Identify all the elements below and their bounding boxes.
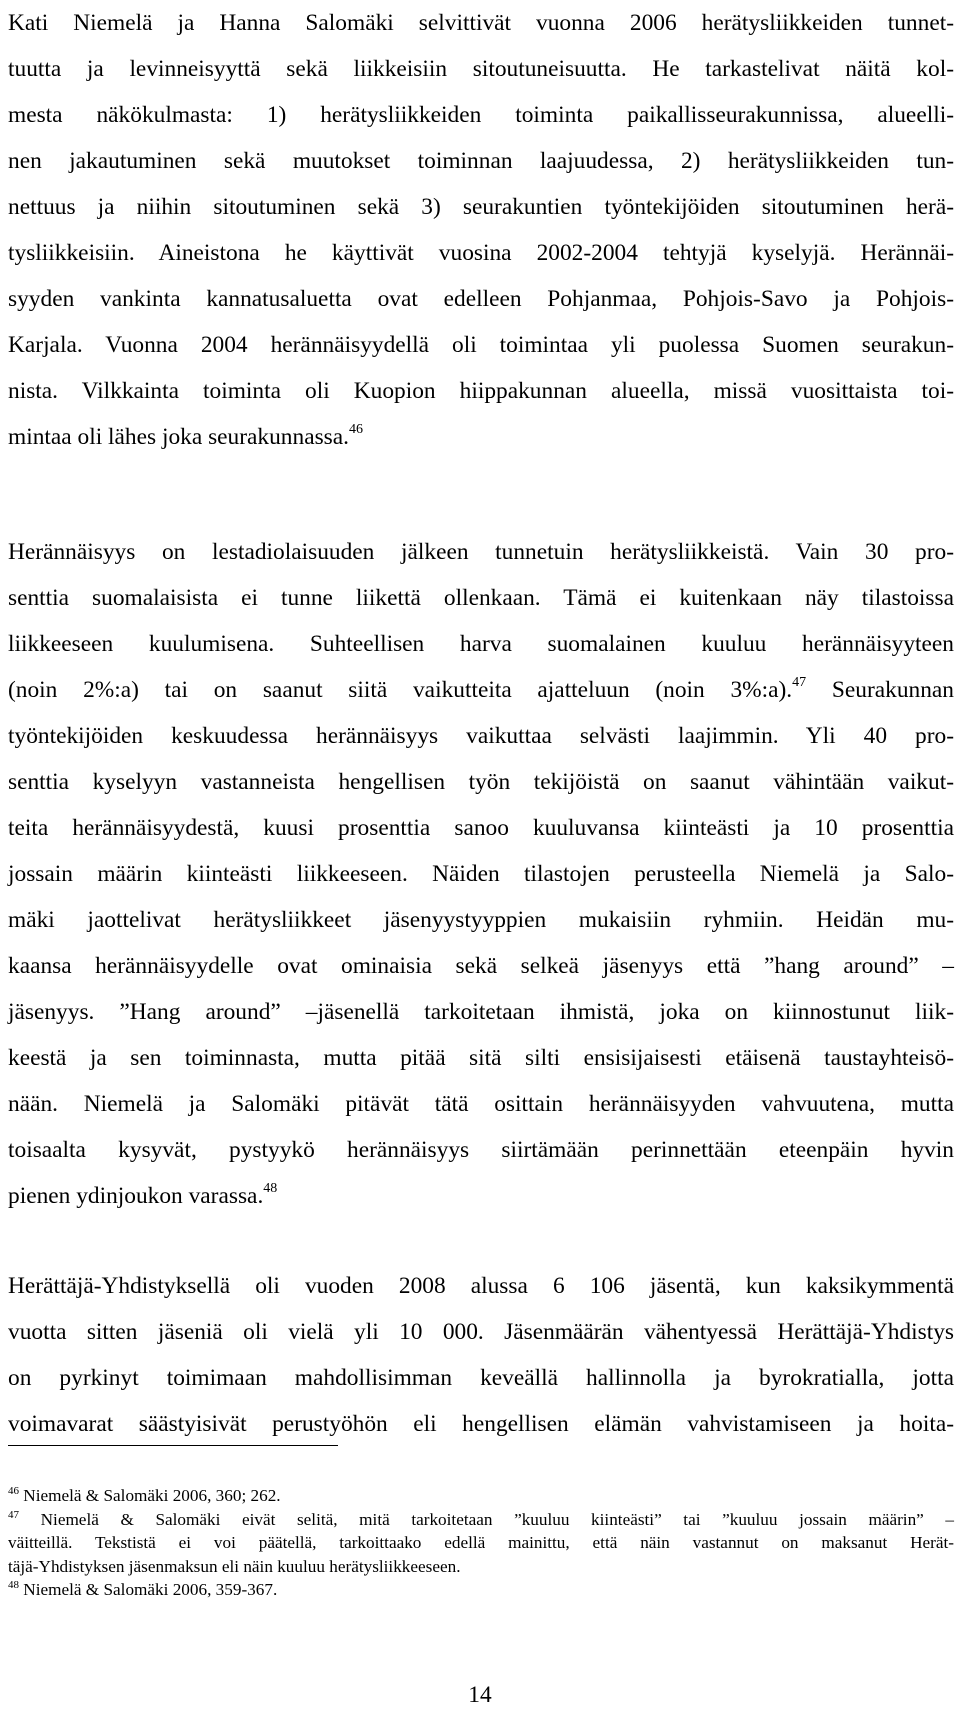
footnote-number: 47: [8, 1508, 19, 1521]
text-line: Herännäisyys on lestadiolaisuuden jälkeen tunnetuin herätysliikkeistä. Vain 30 pro-: [8, 539, 954, 565]
text-line: toisaalta kysyvät, pystyykö herännäisyys siirtämään perinnettään eteenpäin hyvin: [8, 1137, 954, 1163]
text-fragment: Seurakunnan: [831, 677, 954, 703]
text-line: on pyrkinyt toimimaan mahdollisimman keveällä hallinnolla ja byrokratialla, jotta: [8, 1365, 954, 1391]
text-line: keestä ja sen toiminnasta, mutta pitää sitä silti ensisijaisesti etäisenä taustayhteisö-: [8, 1045, 954, 1071]
footnote-ref-48[interactable]: 48: [263, 1181, 278, 1196]
footnote-number: 48: [8, 1579, 19, 1591]
footnote-text: Niemelä & Salomäki 2006, 360; 262.: [23, 1486, 281, 1505]
text-line: Karjala. Vuonna 2004 herännäisyydellä oli toimintaa yli puolessa Suomen seurakun-: [8, 332, 954, 358]
footnote-ref-46[interactable]: 46: [349, 422, 364, 437]
text-fragment: (noin 2%:a) tai on saanut siitä vaikutteita ajatteluun (noin 3%:a).: [8, 677, 793, 703]
text-line: jäsenyys. ”Hang around” –jäsenellä tarkoitetaan ihmistä, joka on kiinnostunut liik-: [8, 999, 954, 1025]
text-line: mäki jaottelivat herätysliikkeet jäsenyystyyppien mukaisiin ryhmiin. Heidän mu-: [8, 907, 954, 933]
text-line: Herättäjä-Yhdistyksellä oli vuoden 2008 alussa 6 106 jäsentä, kun kaksikymmentä: [8, 1273, 954, 1299]
body-paragraph-3: [8, 1263, 954, 1447]
footnote-text: Niemelä & Salomäki 2006, 359-367.: [23, 1580, 278, 1599]
text-fragment: mintaa oli lähes joka seurakunnassa.: [8, 424, 350, 450]
text-fragment: pienen ydinjoukon varassa.: [8, 1183, 264, 1209]
text-line: Kati Niemelä ja Hanna Salomäki selvittivät vuonna 2006 herätysliikkeiden tunnet-: [8, 10, 954, 36]
footnote-text-line: väitteillä. Tekstistä ei voi päätellä, tarkoittaako edellä mainittu, että näin vastannut on maksanut Herät-: [8, 1533, 954, 1552]
text-line: [8, 414, 954, 460]
text-line: senttia kyselyyn vastanneista hengellisen työn tekijöistä on saanut vähintään vaikut-: [8, 769, 954, 795]
text-line: voimavarat säästyisivät perustyöhön eli hengellisen elämän vahvistamiseen ja hoita-: [8, 1411, 954, 1437]
footnotes: [8, 1484, 954, 1602]
text-line: [8, 1173, 954, 1219]
body-paragraph-2: [8, 529, 954, 1219]
page-number: 14: [468, 1682, 492, 1708]
text-line: tuutta ja levinneisyyttä sekä liikkeisiin sitoutuneisuutta. He tarkastelivat näitä kol-: [8, 56, 954, 82]
body-paragraph-1: [8, 0, 954, 460]
footnote-text: Niemelä & Salomäki eivät selitä, mitä tarkoitetaan ”kuuluu kiinteästi” tai ”kuuluu jossain määrin” –: [40, 1509, 955, 1529]
text-line: nen jakautuminen sekä muutokset toiminnan laajuudessa, 2) herätysliikkeiden tun-: [8, 148, 954, 174]
footnote-text-line: täjä-Yhdistyksen jäsenmaksun eli näin kuuluu herätysliikkeeseen.: [8, 1556, 461, 1576]
text-line: kaansa herännäisyydelle ovat ominaisia sekä selkeä jäsenyys että ”hang around” –: [8, 953, 954, 979]
text-line: [8, 667, 954, 713]
footnote-47: [8, 1508, 954, 1532]
text-line: mesta näkökulmasta: 1) herätysliikkeiden toiminta paikallisseurakunnissa, alueelli-: [8, 102, 954, 128]
footnote-48: [8, 1578, 954, 1602]
text-line: senttia suomalaisista ei tunne liikettä ollenkaan. Tämä ei kuitenkaan näy tilastoissa: [8, 585, 954, 611]
footnote-ref-47[interactable]: 47: [792, 675, 807, 690]
text-line: jossain määrin kiinteästi liikkeeseen. Näiden tilastojen perusteella Niemelä ja Salo-: [8, 861, 954, 887]
text-line: teita herännäisyydestä, kuusi prosenttia sanoo kuuluvansa kiinteästi ja 10 prosenttia: [8, 815, 954, 841]
footnote-separator: [8, 1445, 338, 1446]
footnote-number: 46: [8, 1485, 19, 1497]
text-line: työntekijöiden keskuudessa herännäisyys vaikuttaa selvästi laajimmin. Yli 40 pro-: [8, 723, 954, 749]
text-line: vuotta sitten jäseniä oli vielä yli 10 000. Jäsenmäärän vähentyessä Herättäjä-Yhdistys: [8, 1319, 954, 1345]
text-line: nista. Vilkkainta toiminta oli Kuopion hiippakunnan alueella, missä vuosittaista toi-: [8, 378, 954, 404]
text-line: tysliikkeisiin. Aineistona he käyttivät vuosina 2002-2004 tehtyjä kyselyjä. Herännäi-: [8, 240, 954, 266]
text-line: nään. Niemelä ja Salomäki pitävät tätä osittain herännäisyyden vahvuutena, mutta: [8, 1091, 954, 1117]
footnote-46: [8, 1484, 954, 1508]
text-line: nettuus ja niihin sitoutuminen sekä 3) seurakuntien työntekijöiden sitoutuminen herä-: [8, 194, 954, 220]
text-line: syyden vankinta kannatusaluetta ovat edelleen Pohjanmaa, Pohjois-Savo ja Pohjois-: [8, 286, 954, 312]
text-line: liikkeeseen kuulumisena. Suhteellisen harva suomalainen kuuluu herännäisyyteen: [8, 631, 954, 657]
